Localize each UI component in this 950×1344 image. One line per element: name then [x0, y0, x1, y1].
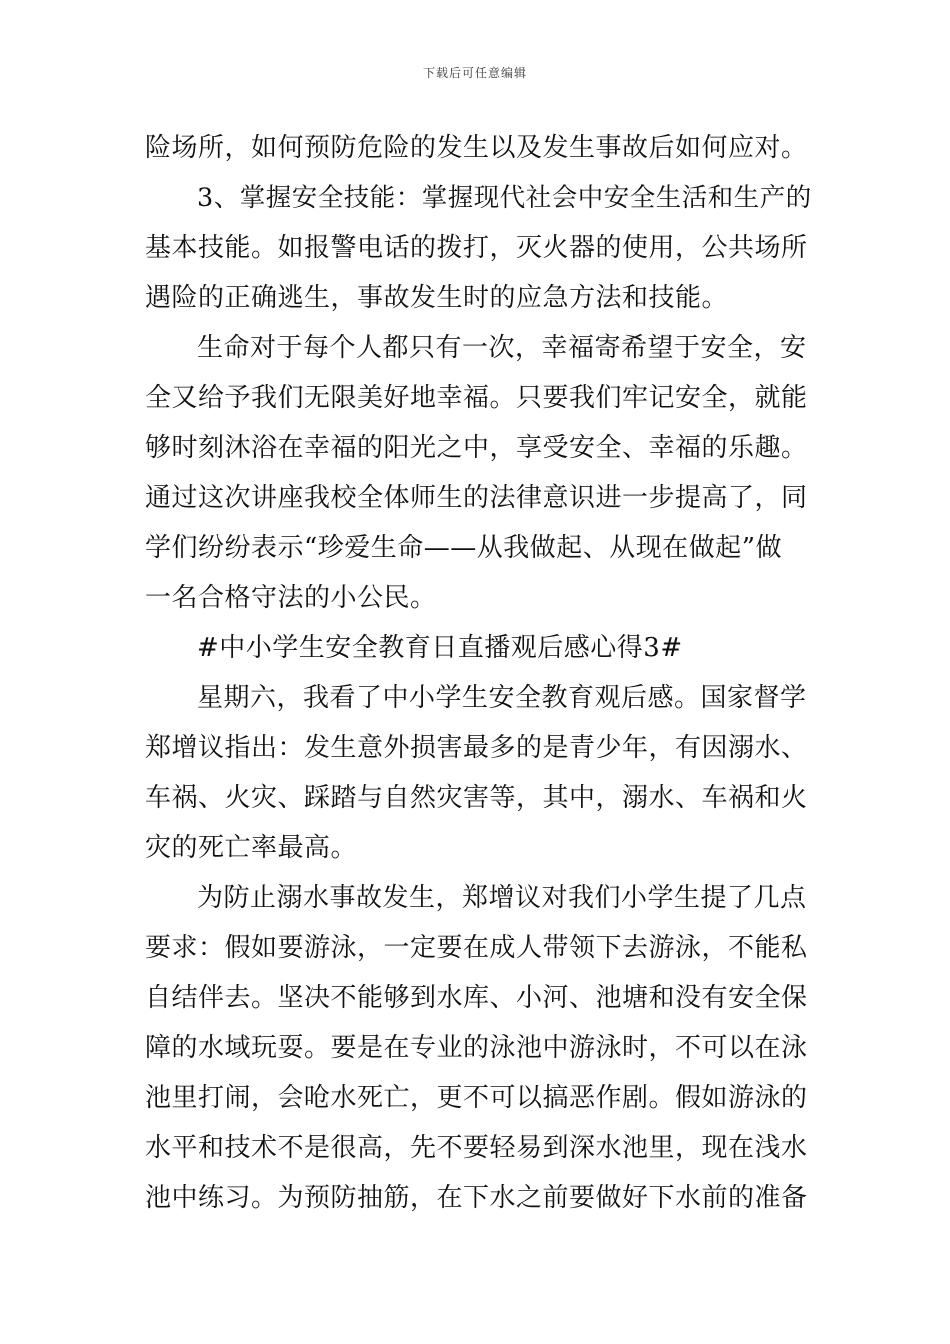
text-line: 郑增议指出：发生意外损害最多的是青少年，有因溺水、 [145, 733, 808, 763]
text-line: 学们纷纷表示“珍爱生命——从我做起、从现在做起”做 [145, 533, 783, 563]
text-line: 通过这次讲座我校全体师生的法律意识进一步提高了，同 [145, 483, 808, 513]
text-line: 险场所，如何预防危险的发生以及发生事故后如何应对。 [145, 133, 808, 163]
text-line: 够时刻沐浴在幸福的阳光之中，享受安全、幸福的乐趣。 [145, 433, 808, 463]
body-text [145, 123, 813, 1223]
text-line: 全又给予我们无限美好地幸福。只要我们牢记安全，就能 [145, 383, 808, 413]
text-line: 遇险的正确逃生，事故发生时的应急方法和技能。 [145, 283, 729, 313]
text-line: 车祸、火灾、踩踏与自然灾害等，其中，溺水、车祸和火 [145, 783, 808, 813]
text-line: 障的水域玩耍。要是在专业的泳池中游泳时，不可以在泳 [145, 1033, 808, 1063]
text-line: 3、掌握安全技能：掌握现代社会中安全生活和生产的 [197, 183, 812, 213]
text-line: 池中练习。为预防抽筋，在下水之前要做好下水前的准备 [145, 1183, 808, 1213]
text-line: 基本技能。如报警电话的拨打，灭火器的使用，公共场所 [145, 233, 808, 263]
text-line: 要求：假如要游泳，一定要在成人带领下去游泳，不能私 [145, 933, 808, 963]
header-note: 下载后可任意编辑 [422, 66, 527, 80]
text-line: 星期六，我看了中小学生安全教育观后感。国家督学 [197, 683, 807, 713]
text-line: 为防止溺水事故发生，郑增议对我们小学生提了几点 [197, 883, 807, 913]
text-line: 自结伴去。坚决不能够到水库、小河、池塘和没有安全保 [145, 983, 808, 1013]
text-line: 水平和技术不是很高，先不要轻易到深水池里，现在浅水 [145, 1133, 808, 1163]
text-line: 生命对于每个人都只有一次，幸福寄希望于安全，安 [197, 333, 807, 363]
text-line: 一名合格守法的小公民。 [145, 583, 437, 613]
text-line: 灾的死亡率最高。 [145, 833, 358, 863]
section-heading: #中小学生安全教育日直播观后感心得3# [197, 633, 683, 663]
text-line: 池里打闹，会呛水死亡，更不可以搞恶作剧。假如游泳的 [145, 1083, 808, 1113]
